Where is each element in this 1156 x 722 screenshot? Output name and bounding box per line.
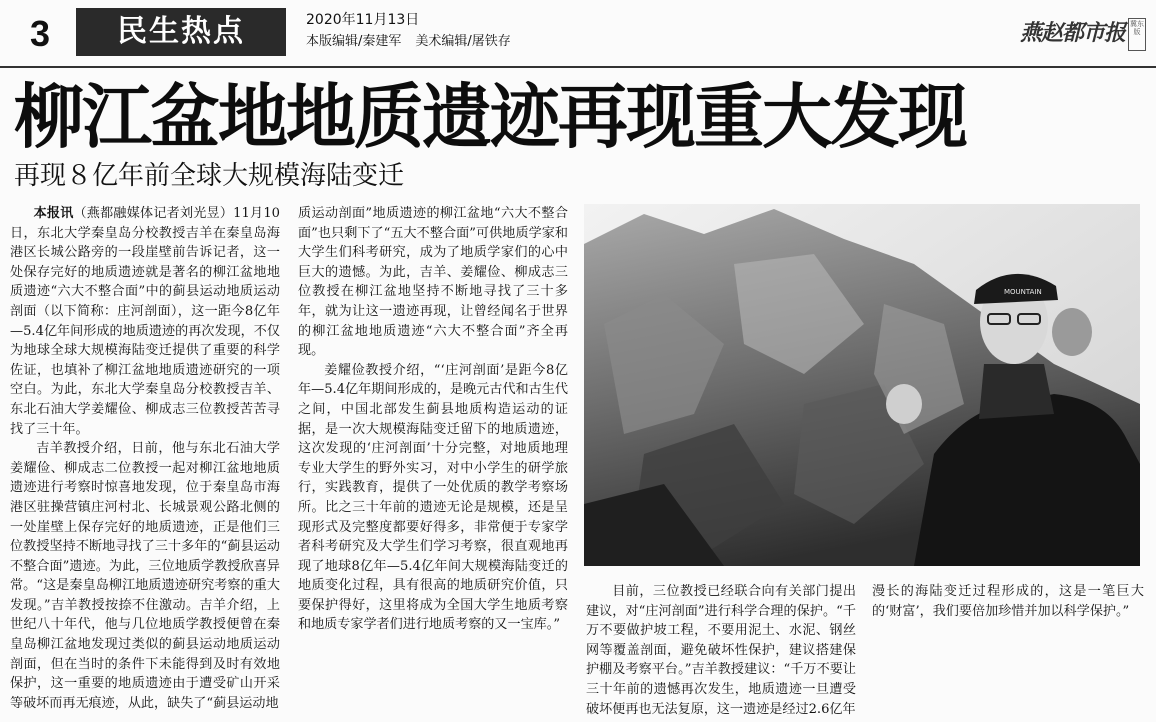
paragraph-continued: 漫长的海陆变迁过程形成的，这是一笔巨大的‘财富’，我们要倍加珍惜并加以科学保护。”	[872, 584, 1144, 619]
paragraph-continued: 质运动剖面”地质遗迹的柳江盆地“六大不整合面”也只剩下了“五大不整合面”可供地质学家和大学生们科考研究，成为了地质学家们的心中巨大的遗憾。为此，吉羊、姜耀俭、柳成志三位教授在柳江盆地坚持不断地寻找了三十多年，就为让这一遗迹再现，让曾经闻名于世界的柳江盆地地质遗迹“六大不整合面”齐全再现。	[298, 206, 568, 359]
paragraph-4: 目前，三位教授已经联合向有关部门提出建议，对“庄河剖面”进行科学合理的保护。“千万不要做护坡工程，不要用泥土、水泥、钢丝网等覆盖剖面，避免破坏性保护，建议搭建保护棚及考察平台。”吉羊教授建议：“千万不要让三十年前的遗憾再次发生，地质遗迹一旦遭受破坏便再也无法复原，这一遗迹是经过2.6亿年	[586, 584, 856, 717]
art-editor: 美术编辑/屠铁存	[415, 34, 511, 49]
article-subtitle: 再现８亿年前全球大规模海陆变迁	[14, 161, 405, 191]
news-source: 本报讯	[33, 206, 74, 221]
article-column-2	[298, 204, 568, 719]
paragraph-3: 姜耀俭教授介绍，“‘庄河剖面’是距今8亿年—5.4亿年期间形成的，是晚元古代和古生代之间，中国北部发生蓟县地质构造运动的证据，是一次大规模海陆变迁留下的地质遗迹，这次发现的‘庄河剖面’十分完整，对地质地理专业大学生的野外实习，对中小学生的研学旅行，实践教育，提供了一处优质的教学考察场所。比之三十年前的遗迹无论是规模，还是呈现形式及完整度都要好得多，非常便于专家学者科考研究及大学生们学习考察，很直观地再现了地球8亿年—5.4亿年间大规模海陆变迁的地质变化过程，具有很高的地质研究价值，只要保护得好，这里将成为全国大学生地质考察和地质专家学者们进行地质考察的又一宝库。”	[298, 362, 568, 633]
header-rule	[0, 66, 1156, 68]
byline: （燕都融媒体记者刘光昱）	[73, 206, 234, 221]
issue-date: 2020年11月13日	[306, 12, 420, 28]
page-editor: 本版编辑/秦建军	[306, 34, 402, 49]
photo-illustration	[584, 204, 1140, 566]
paragraph-1-text: 11月10日，东北大学秦皇岛分校教授吉羊在秦皇岛海港区长城公路旁的一段崖壁前告诉记者，这一处保存完好的地质遗迹就是著名的柳江盆地地质遗迹“六大不整合面”中的蓟县运动地质运动剖面（以下简称：庄河剖面），这一距今8亿年—5.4亿年间形成的地质遗迹的再次发现，不仅为地球全球大规模海陆变迁提供了重要的科学佐证，也填补了柳江盆地地质遗迹研究的一项空白。为此，东北大学秦皇岛分校教授吉羊、东北石油大学姜耀俭、柳成志三位教授苦苦寻找了三十年。	[10, 206, 280, 437]
paragraph-2: 吉羊教授介绍，日前，他与东北石油大学姜耀俭、柳成志二位教授一起对柳江盆地地质遗迹进行考察时惊喜地发现，位于秦皇岛市海港区驻操营镇庄河村北、长城景观公路北侧的一处崖壁上保存完好的地质遗迹，正是他们三位教授坚持不断地寻找了三十多年的“蓟县运动不整合面”遗迹。为此，三位地质学教授欣喜异常。“这是秦皇岛柳江地质遗迹研究考察的重大发现。”吉羊教授按捺不住激动。吉羊介绍，上世纪八十年代，他与几位地质学教授便曾在秦皇岛柳江盆地发现过类似的蓟县运动地质运动剖面，但在当时的条件下未能得到及时有效地保护，这一重要的地质遗迹由于遭受矿山开采等破坏而再无痕迹，从此，缺失了“蓟县运动地	[10, 441, 280, 711]
seal-stamp: 冀东版	[1128, 18, 1146, 51]
article-column-3	[586, 582, 856, 719]
cap-text: MOUNTAIN	[1004, 288, 1042, 296]
article-column-4	[872, 582, 1144, 719]
newspaper-logo: 燕赵都市报	[1020, 20, 1126, 46]
paragraph-1	[10, 204, 280, 439]
page-number: 3	[30, 13, 51, 54]
section-label: 民生热点	[76, 8, 286, 56]
news-photo	[584, 204, 1140, 566]
article-column-1	[10, 204, 280, 719]
editor-credits	[306, 33, 511, 51]
article-headline: 柳江盆地地质遗迹再现重大发现	[14, 76, 966, 158]
